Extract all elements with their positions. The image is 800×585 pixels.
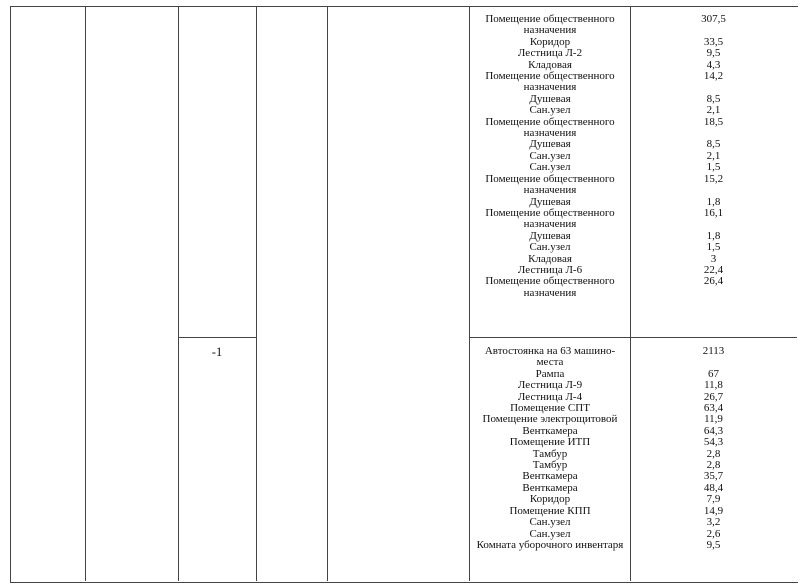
room-name-line: Кладовая [528, 58, 572, 71]
row-divider [469, 337, 797, 338]
room-name [470, 437, 630, 448]
room-name-line: назначения [523, 81, 577, 94]
room-name [470, 517, 630, 528]
room-area: 307,5 [701, 13, 726, 25]
room-row [470, 174, 797, 197]
room-name [470, 162, 630, 173]
room-area: 8,5 [706, 92, 721, 105]
room-area: 22,4 [703, 263, 724, 276]
room-row [470, 483, 797, 494]
room-area: 63,4 [703, 402, 724, 415]
room-area: 1,5 [706, 241, 721, 254]
room-row [470, 105, 797, 116]
room-name-line: Комната уборочного инвентаря [476, 538, 624, 551]
room-name-line: Лестница Л-2 [517, 47, 583, 60]
room-area: 33,5 [703, 35, 724, 48]
room-area: 9,5 [706, 47, 721, 60]
room-name-line: назначения [523, 184, 577, 197]
room-area: 4,3 [706, 58, 721, 71]
room-row [470, 540, 797, 551]
row-divider [178, 337, 256, 338]
room-name-line: места [536, 356, 564, 369]
room-row [470, 117, 797, 140]
room-area: 3,2 [706, 516, 721, 529]
room-name-line: Сан.узел [529, 104, 571, 117]
room-area: 48,4 [703, 481, 724, 494]
room-name [470, 117, 630, 140]
room-row [470, 517, 797, 528]
room-row [470, 48, 797, 59]
room-row [470, 14, 797, 37]
room-area: 2,8 [706, 447, 721, 460]
room-row [470, 139, 797, 150]
room-name-line: Душевая [529, 229, 571, 242]
room-name-line: Тамбур [532, 447, 568, 460]
room-name-line: Сан.узел [529, 241, 571, 254]
room-area: 1,8 [706, 229, 721, 242]
room-area: 14,9 [703, 504, 724, 517]
column-divider [256, 6, 257, 581]
room-name-line: Венткамера [522, 481, 578, 494]
room-area: 1,8 [706, 195, 721, 208]
room-name-line: Венткамера [522, 424, 578, 437]
floor-label: -1 [211, 345, 223, 359]
room-name-line: Душевая [529, 195, 571, 208]
room-name-line: Помещение общественного [485, 275, 615, 288]
room-row [470, 346, 797, 369]
room-area: 11,8 [704, 379, 723, 392]
room-name [470, 48, 630, 59]
room-name-line: Сан.узел [529, 149, 571, 162]
room-row [470, 71, 797, 94]
room-name-line: назначения [523, 127, 577, 140]
room-name [470, 380, 630, 391]
room-name-line: Венткамера [522, 470, 578, 483]
room-area: 26,4 [703, 275, 724, 288]
room-name-line: Помещение КПП [509, 504, 591, 517]
room-row [470, 380, 797, 391]
room-name-line: Помещение электрощитовой [482, 413, 618, 426]
room-name-line: Помещение общественного [485, 70, 615, 83]
room-name-line: Коридор [529, 35, 571, 48]
room-row [470, 276, 797, 299]
room-name [470, 346, 630, 369]
room-name-line: Сан.узел [529, 161, 571, 174]
column-divider [85, 6, 86, 581]
room-row [470, 94, 797, 105]
room-name-line: Помещение общественного [485, 115, 615, 128]
room-name-line: Душевая [529, 138, 571, 151]
room-name-line: Помещение общественного [485, 206, 615, 219]
room-name-line: Сан.узел [529, 527, 571, 540]
room-name-line: Кладовая [528, 252, 572, 265]
room-name [470, 276, 630, 299]
room-name-line: Душевая [529, 92, 571, 105]
room-name-line: назначения [523, 24, 577, 37]
room-row [470, 162, 797, 173]
room-name-line: Помещение общественного [485, 13, 615, 25]
room-name-line: Помещение СПТ [510, 402, 590, 415]
room-area: 9,5 [706, 538, 721, 551]
room-name-line: Лестница Л-9 [517, 379, 583, 392]
room-area: 2,1 [706, 104, 721, 117]
room-area: 3 [710, 252, 717, 265]
room-name [470, 242, 630, 253]
room-row [470, 494, 797, 505]
room-row [470, 231, 797, 242]
room-name-line: Автостоянка на 63 машино- [484, 345, 616, 357]
room-name [470, 174, 630, 197]
upper-room-list [470, 14, 797, 299]
room-row [470, 151, 797, 162]
room-name-line: назначения [523, 218, 577, 231]
room-area: 2,1 [706, 149, 721, 162]
room-name [470, 71, 630, 94]
room-area: 35,7 [703, 470, 724, 483]
room-area: 54,3 [703, 436, 724, 449]
room-name [470, 208, 630, 231]
room-row [470, 242, 797, 253]
room-area: 2113 [702, 345, 725, 357]
room-name-line: Помещение общественного [485, 172, 615, 185]
room-name [470, 105, 630, 116]
room-area: 67 [708, 367, 719, 380]
room-row [470, 437, 797, 448]
room-name-line: Коридор [529, 493, 571, 506]
room-name [470, 540, 630, 551]
room-area: 16,1 [703, 206, 724, 219]
room-name-line: Лестница Л-6 [517, 263, 583, 276]
room-area: 1,5 [706, 161, 721, 174]
room-area: 26,7 [703, 390, 724, 403]
room-name [470, 14, 630, 37]
room-row [470, 506, 797, 517]
room-name-line: Рампа [535, 367, 565, 380]
room-area: 2,6 [706, 527, 721, 540]
room-area: 18,5 [703, 115, 724, 128]
column-divider [178, 6, 179, 581]
room-area: 2,8 [706, 459, 721, 472]
column-divider [327, 6, 328, 581]
room-area: 8,5 [706, 138, 721, 151]
room-row [470, 449, 797, 460]
room-name-line: Лестница Л-4 [517, 390, 583, 403]
room-name-line: Сан.узел [529, 516, 571, 529]
room-row [470, 414, 797, 425]
room-area: 14,2 [703, 70, 724, 83]
room-area: 15,2 [703, 172, 724, 185]
room-area: 64,3 [703, 424, 724, 437]
room-name-line: Тамбур [532, 459, 568, 472]
room-name-line: назначения [523, 286, 577, 299]
room-row [470, 208, 797, 231]
room-row [470, 471, 797, 482]
room-name-line: Помещение ИТП [509, 436, 591, 449]
room-area: 7,9 [706, 493, 721, 506]
room-area: 11,9 [704, 413, 723, 426]
room-row [470, 460, 797, 471]
room-name [470, 494, 630, 505]
lower-room-list [470, 346, 797, 551]
